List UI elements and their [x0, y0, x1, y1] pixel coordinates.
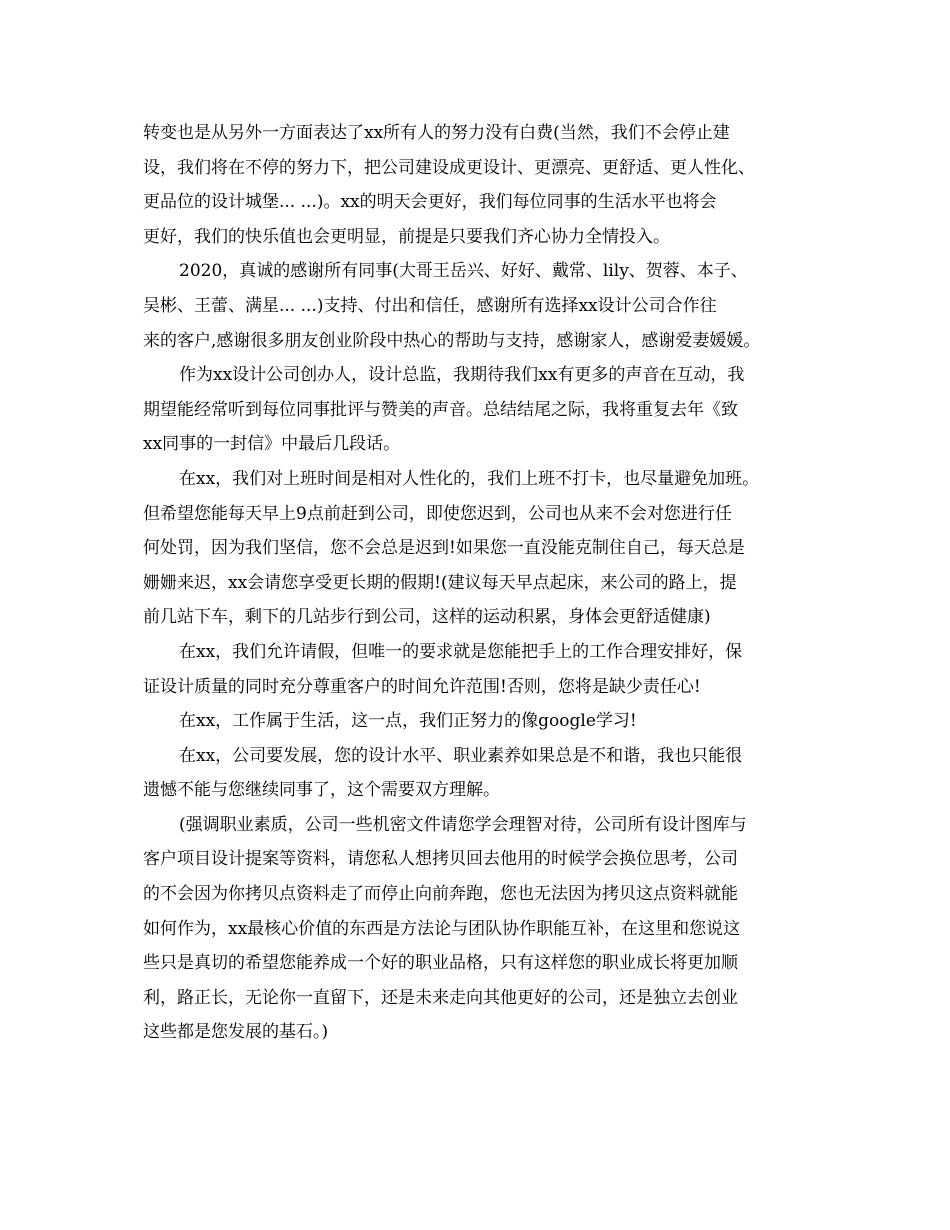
text-line: 但希望您能每天早上9点前赶到公司，即使您迟到，公司也从来不会对您进行任 — [143, 503, 732, 524]
text-line: 作为xx设计公司创办人，设计总监，我期待我们xx有更多的声音在互动，我 — [179, 365, 745, 386]
text-line: 2020，真诚的感谢所有同事(大哥王岳兴、好好、戴常、lily、贺蓉、本子、 — [179, 261, 748, 282]
document-body — [143, 116, 808, 1050]
text-line: 吴彬、王蕾、满星... ...)支持、付出和信任，感谢所有选择xx设计公司合作往 — [143, 295, 717, 316]
text-line: 客户项目设计提案等资料，请您私人想拷贝回去他用的时候学会换位思考，公司 — [143, 849, 738, 870]
text-line: 前几站下车，剩下的几站步行到公司，这样的运动积累，身体会更舒适健康) — [143, 607, 711, 628]
text-line: 些只是真切的希望您能养成一个好的职业品格，只有这样您的职业成长将更加顺 — [143, 953, 738, 974]
text-line: 利，路正长，无论你一直留下，还是未来走向其他更好的公司，还是独立去创业 — [143, 987, 738, 1008]
text-line: 更品位的设计城堡... ...)。xx的明天会更好，我们每位同事的生活水平也将会 — [143, 192, 717, 213]
text-line: 在xx，我们对上班时间是相对人性化的，我们上班不打卡，也尽量避免加班。 — [179, 468, 760, 489]
text-line: 证设计质量的同时充分尊重客户的时间允许范围!否则，您将是缺少责任心! — [143, 676, 701, 697]
text-line: 何处罚，因为我们坚信，您不会总是迟到!如果您一直没能克制住自己，每天总是 — [143, 538, 745, 559]
text-line: 更好，我们的快乐值也会更明显，前提是只要我们齐心协力全情投入。 — [143, 226, 670, 247]
text-line: 在xx，我们允许请假，但唯一的要求就是您能把手上的工作合理安排好，保 — [179, 641, 743, 662]
text-line: 如何作为，xx最核心价值的东西是方法论与团队协作职能互补，在这里和您说这 — [143, 918, 741, 939]
text-line: 这些都是您发展的基石。) — [143, 1022, 329, 1043]
text-line: 遗憾不能与您继续同事了，这个需要双方理解。 — [143, 780, 500, 801]
text-line: 的不会因为你拷贝点资料走了而停止向前奔跑，您也无法因为拷贝这点资料就能 — [143, 884, 738, 905]
text-line: 在xx，公司要发展，您的设计水平、职业素养如果总是不和谐，我也只能很 — [179, 745, 743, 766]
text-line: 转变也是从另外一方面表达了xx所有人的努力没有白费(当然，我们不会停止建 — [143, 123, 730, 143]
text-line: 姗姗来迟，xx会请您享受更长期的假期!(建议每天早点起床，来公司的路上，提 — [143, 572, 737, 593]
text-line: 期望能经常听到每位同事批评与赞美的声音。总结结尾之际，我将重复去年《致 — [143, 399, 738, 420]
text-line: 来的客户,感谢很多朋友创业阶段中热心的帮助与支持，感谢家人，感谢爱妻媛媛。 — [143, 330, 761, 351]
text-line: xx同事的一封信》中最后几段话。 — [143, 434, 401, 455]
text-line: (强调职业素质，公司一些机密文件请您学会理智对待，公司所有设计图库与 — [179, 814, 747, 835]
text-line: 设，我们将在不停的努力下，把公司建设成更设计、更漂亮、更舒适、更人性化、 — [143, 157, 755, 178]
text-line: 在xx，工作属于生活，这一点，我们正努力的像google学习! — [179, 711, 637, 732]
